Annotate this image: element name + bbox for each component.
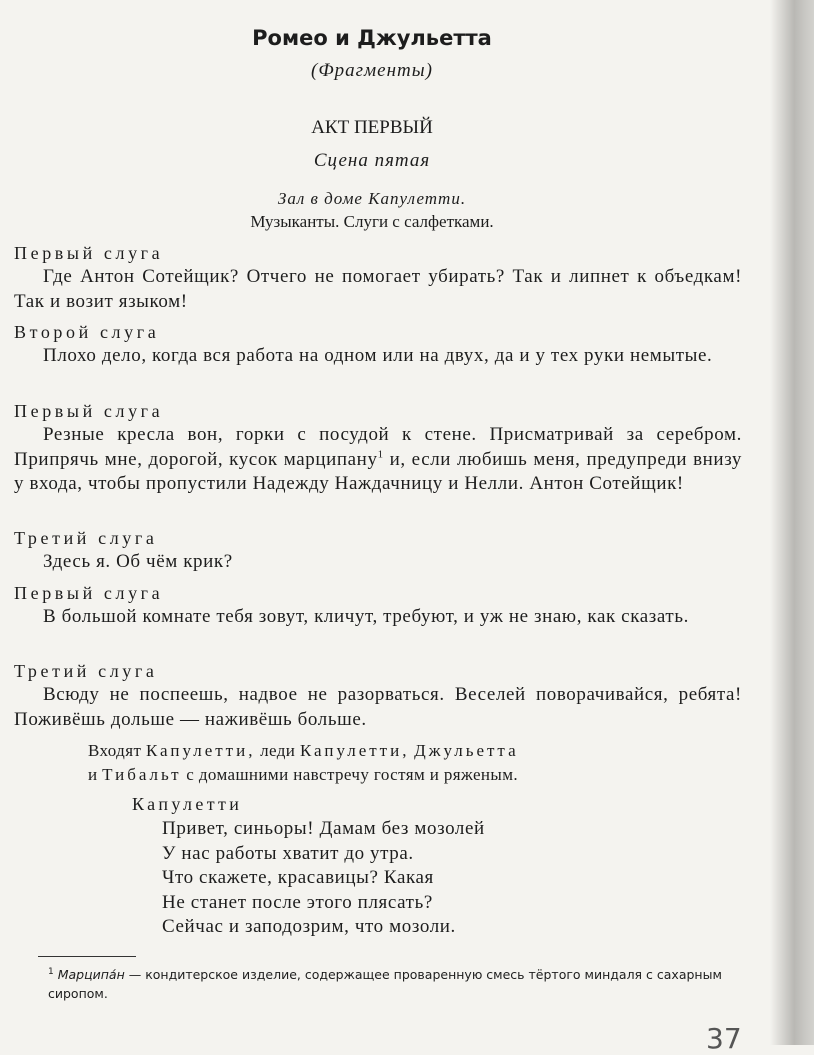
speech-text: Здесь я. Об чём крик? [43, 551, 233, 572]
footnote-divider [38, 956, 136, 957]
character-name: Тибальт [102, 765, 182, 784]
page-title: Ромео и Джульетта [252, 26, 492, 50]
speaker-label: Третий слуга [14, 661, 158, 681]
speech-text-part: и, если любишь меня, предупреди внизу у входа, чтобы пропустили Надежду Наждачницу и Нелли. Антон Сотейщик! [14, 448, 743, 494]
scene-setting-cast: Музыканты. Слуги с салфетками. [250, 212, 494, 231]
stage-text: с домашними навстречу гостям и ряженым. [186, 765, 519, 784]
speech-text: Где Антон Сотейщик? Отчего не помогает убирать? Так и липнет к объедкам! Так и возит языком! [14, 266, 742, 312]
footnote-reference: 1 [377, 448, 384, 461]
stage-word: леди [260, 741, 296, 760]
stage-direction-line [88, 739, 688, 763]
stage-word: Входят [88, 741, 142, 760]
verse-line: Привет, синьоры! Дамам без мозолей [162, 818, 485, 839]
verse-line: Не станет после этого плясать? [162, 891, 433, 913]
character-name: Джульетта [414, 741, 519, 760]
footnote [48, 963, 744, 1003]
page-number: 37 [706, 1022, 742, 1055]
verse-line: Сейчас и заподозрим, что мозоли. [162, 916, 456, 937]
character-name: Капулетти, [145, 741, 256, 760]
stage-direction [88, 739, 688, 787]
character-name: Капулетти, [299, 741, 410, 760]
footnote-text: — кондитерское изделие, содержащее проваренную смесь тёртого миндаля с сахарным сиропом. [48, 967, 722, 1002]
speaker-label: Третий слуга [14, 528, 158, 548]
speaker-label: Второй слуга [14, 322, 160, 342]
speaker-label: Первый слуга [14, 243, 164, 263]
speech-text: Всюду не поспеешь, надвое не разорваться. Веселей поворачивайся, ребята! Поживёшь дольше — наживёшь больше. [14, 684, 742, 730]
speaker-label: Первый слуга [14, 401, 164, 421]
verse-line: Что скажете, красавицы? Какая [162, 867, 434, 888]
verse-speaker-label: Капулетти [132, 794, 243, 814]
verse-block [162, 817, 485, 940]
page-edge-shadow [770, 0, 814, 1045]
speech-text-part: Резные кресла вон, горки с посудой к стене. Присматривай за серебром. Припрячь мне, дорогой, кусок марципану [14, 424, 742, 470]
verse-line: У нас работы хватит до утра. [162, 842, 414, 864]
footnote-mark: 1 [48, 967, 54, 977]
speech-text: В большой комнате тебя зовут, кличут, требуют, и уж не знаю, как сказать. [43, 606, 689, 627]
speech-text: Плохо дело, когда вся работа на одном или на двух, да и у тех руки немытые. [43, 345, 713, 366]
scene-heading: Сцена пятая [313, 150, 431, 171]
footnote-term: Марципа́н [57, 967, 125, 983]
act-heading: АКТ ПЕРВЫЙ [311, 117, 433, 138]
speaker-label: Первый слуга [14, 583, 164, 603]
speech-text [14, 423, 742, 497]
stage-word: и [88, 765, 98, 784]
scene-setting: Зал в доме Капулетти. [277, 189, 467, 208]
stage-direction-line [88, 763, 688, 787]
page-subtitle: (Фрагменты) [311, 60, 433, 81]
